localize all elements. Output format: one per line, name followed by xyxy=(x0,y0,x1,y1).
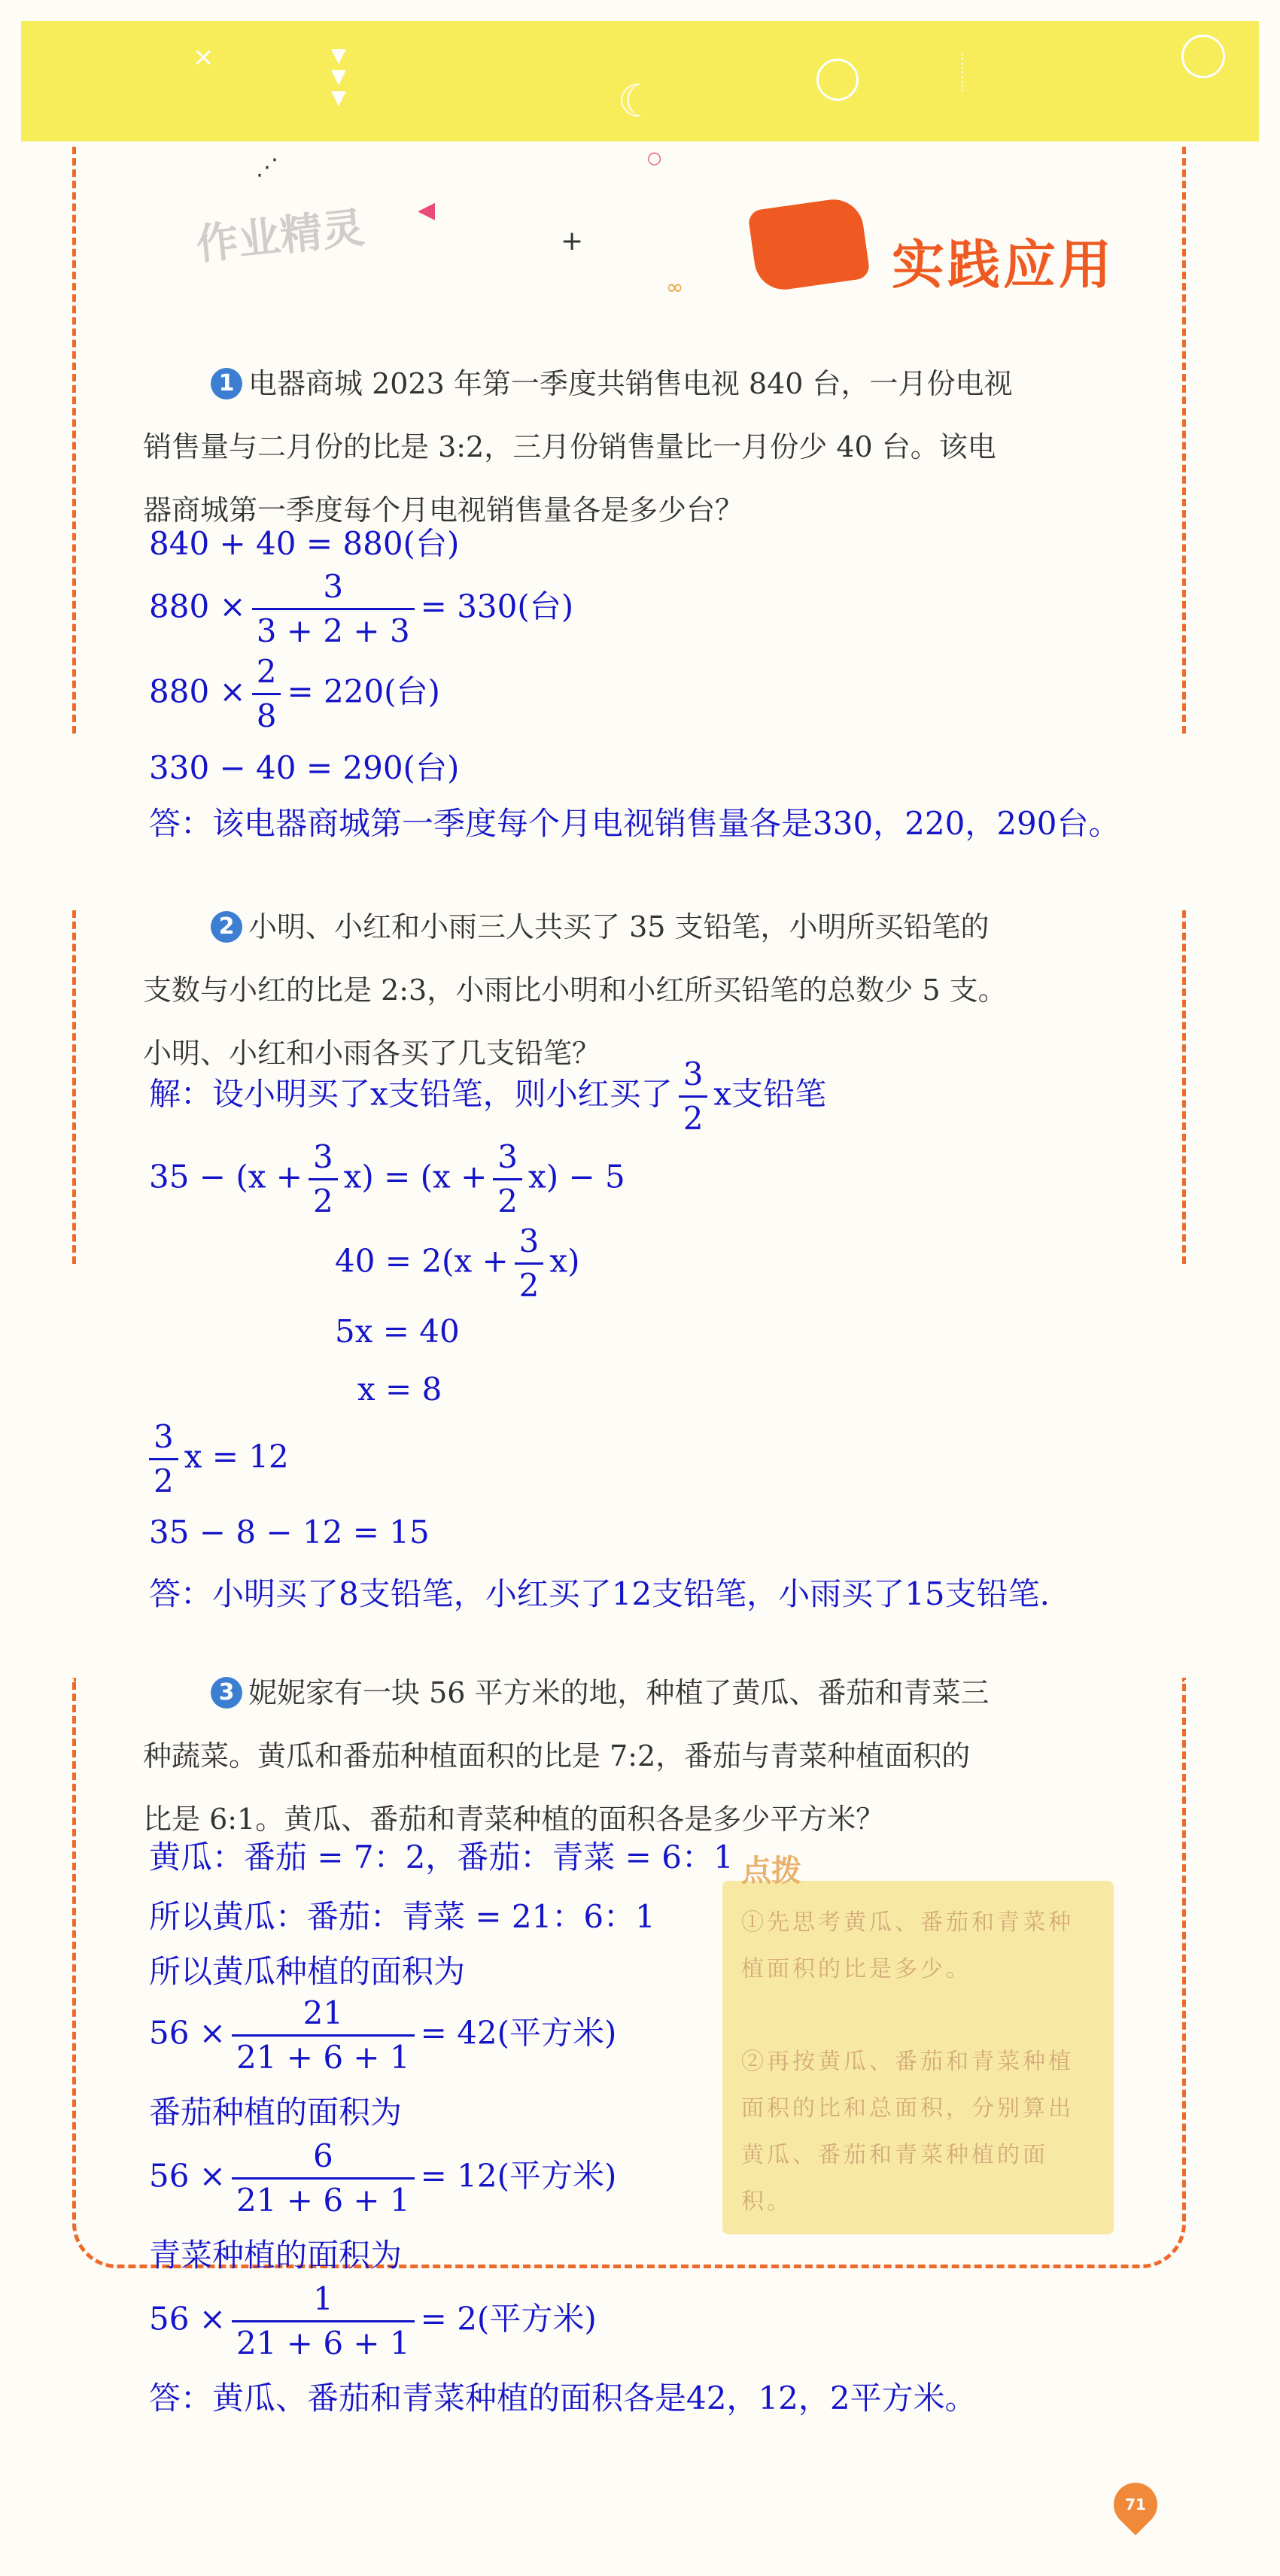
watermark: 作业精灵 xyxy=(193,203,367,270)
p2-line-1: 解：设小明买了x支铅笔，则小红买了 $\frac{3}{2}$ x支铅笔 xyxy=(149,1053,826,1140)
p3-line-5: 番茄种植的面积为 xyxy=(149,2094,403,2131)
p3-line-3: 所以黄瓜种植的面积为 xyxy=(149,1953,466,1990)
page-number-badge: 71 xyxy=(1105,2474,1166,2535)
plus-icon: + xyxy=(561,226,584,257)
p3-line-8: 56 × $\frac{1}{21 + 6 + 1}$ = 2(平方米) xyxy=(149,2278,597,2365)
p2-line-4: 5x = 40 xyxy=(335,1313,460,1350)
dots-icon: ⋮ ⋮ ⋮ xyxy=(956,51,969,94)
cross-icon: × xyxy=(193,42,214,72)
p1-line-3: 880 × $\frac{2}{8}$ = 220(台) xyxy=(149,651,440,737)
p2-line-5: x = 8 xyxy=(357,1371,442,1408)
p3-line-7: 青菜种植的面积为 xyxy=(149,2237,403,2274)
p1-answer: 答：该电器商城第一季度每个月电视销售量各是330，220，290台。 xyxy=(149,805,1120,842)
p2-line-6: $\frac{3}{2}$ x = 12 xyxy=(149,1416,289,1502)
section-badge-icon xyxy=(747,196,871,293)
sparkle-icon: ⋰ xyxy=(256,154,278,181)
problem-3-question: 3 妮妮家有一块 56 平方米的地，种植了黄瓜、番茄和青菜三 种蔬菜。黄瓜和番茄种植面积的比是 7:2，番茄与青菜种植面积的 比是 6:1。黄瓜、番茄和青菜种植的面积各是多少平方米？ xyxy=(143,1676,990,1836)
p3-line-4: 56 × $\frac{21}{21 + 6 + 1}$ = 42(平方米) xyxy=(149,1992,616,2079)
tip-point-2: ②再按黄瓜、番茄和青菜种植面积的比和总面积，分别算出黄瓜、番茄和青菜种植的面积。 xyxy=(741,2049,1074,2215)
circle-icon xyxy=(816,59,859,101)
problem-1-question: 1 电器商城 2023 年第一季度共销售电视 840 台，一月份电视 销售量与二月份的比是 3:2，三月份销售量比一月份少 40 台。该电 器商城第一季度每个月电视销售量各是多少台？ xyxy=(143,367,1013,527)
problem-number-badge: 2 xyxy=(211,911,242,943)
p2-answer: 答：小明买了8支铅笔，小红买了12支铅笔，小雨买了15支铅笔. xyxy=(149,1575,1050,1612)
problem-2-question: 2 小明、小红和小雨三人共买了 35 支铅笔，小明所买铅笔的 支数与小红的比是 2:3，小雨比小明和小红所买铅笔的总数少 5 支。 小明、小红和小雨各买了几支铅笔？ xyxy=(143,910,1007,1070)
moon-icon: ☾ xyxy=(617,75,658,128)
tip-point-1: ①先思考黄瓜、番茄和青菜种植面积的比是多少。 xyxy=(741,1909,1074,1982)
p1-line-1: 840 + 40 = 880(台) xyxy=(149,525,460,562)
p1-line-2: 880 × $\frac{3}{3 + 2 + 3}$ = 330(台) xyxy=(149,566,573,652)
problem-number-badge: 3 xyxy=(211,1677,242,1709)
double-ring-icon: ∞ xyxy=(666,275,684,299)
problem-number-badge: 1 xyxy=(211,368,242,399)
triangle-marks-icon: ▼ ▼ ▼ xyxy=(331,44,346,109)
section-title: 实践应用 xyxy=(892,234,1114,296)
ring-icon xyxy=(1181,35,1225,78)
p3-line-2: 所以黄瓜：番茄：青菜 = 21：6：1 xyxy=(149,1898,655,1935)
small-ring-icon: ○ xyxy=(647,149,662,168)
triangle-icon: ◀ xyxy=(418,197,436,223)
p2-line-7: 35 − 8 − 12 = 15 xyxy=(149,1514,430,1551)
tip-title: 点拨 xyxy=(741,1854,801,1888)
p1-line-4: 330 − 40 = 290(台) xyxy=(149,749,460,786)
p3-answer: 答：黄瓜、番茄和青菜种植的面积各是42，12，2平方米。 xyxy=(149,2380,977,2417)
p2-line-3: 40 = 2(x + $\frac{3}{2}$ x) xyxy=(335,1220,579,1307)
p3-line-6: 56 × $\frac{6}{21 + 6 + 1}$ = 12(平方米) xyxy=(149,2135,616,2222)
p2-line-2: 35 − (x + $\frac{3}{2}$ x) = (x + $\frac{3}{2}$ x) − 5 xyxy=(149,1136,625,1223)
p3-line-1: 黄瓜：番茄 = 7：2，番茄：青菜 = 6：1 xyxy=(149,1839,734,1876)
